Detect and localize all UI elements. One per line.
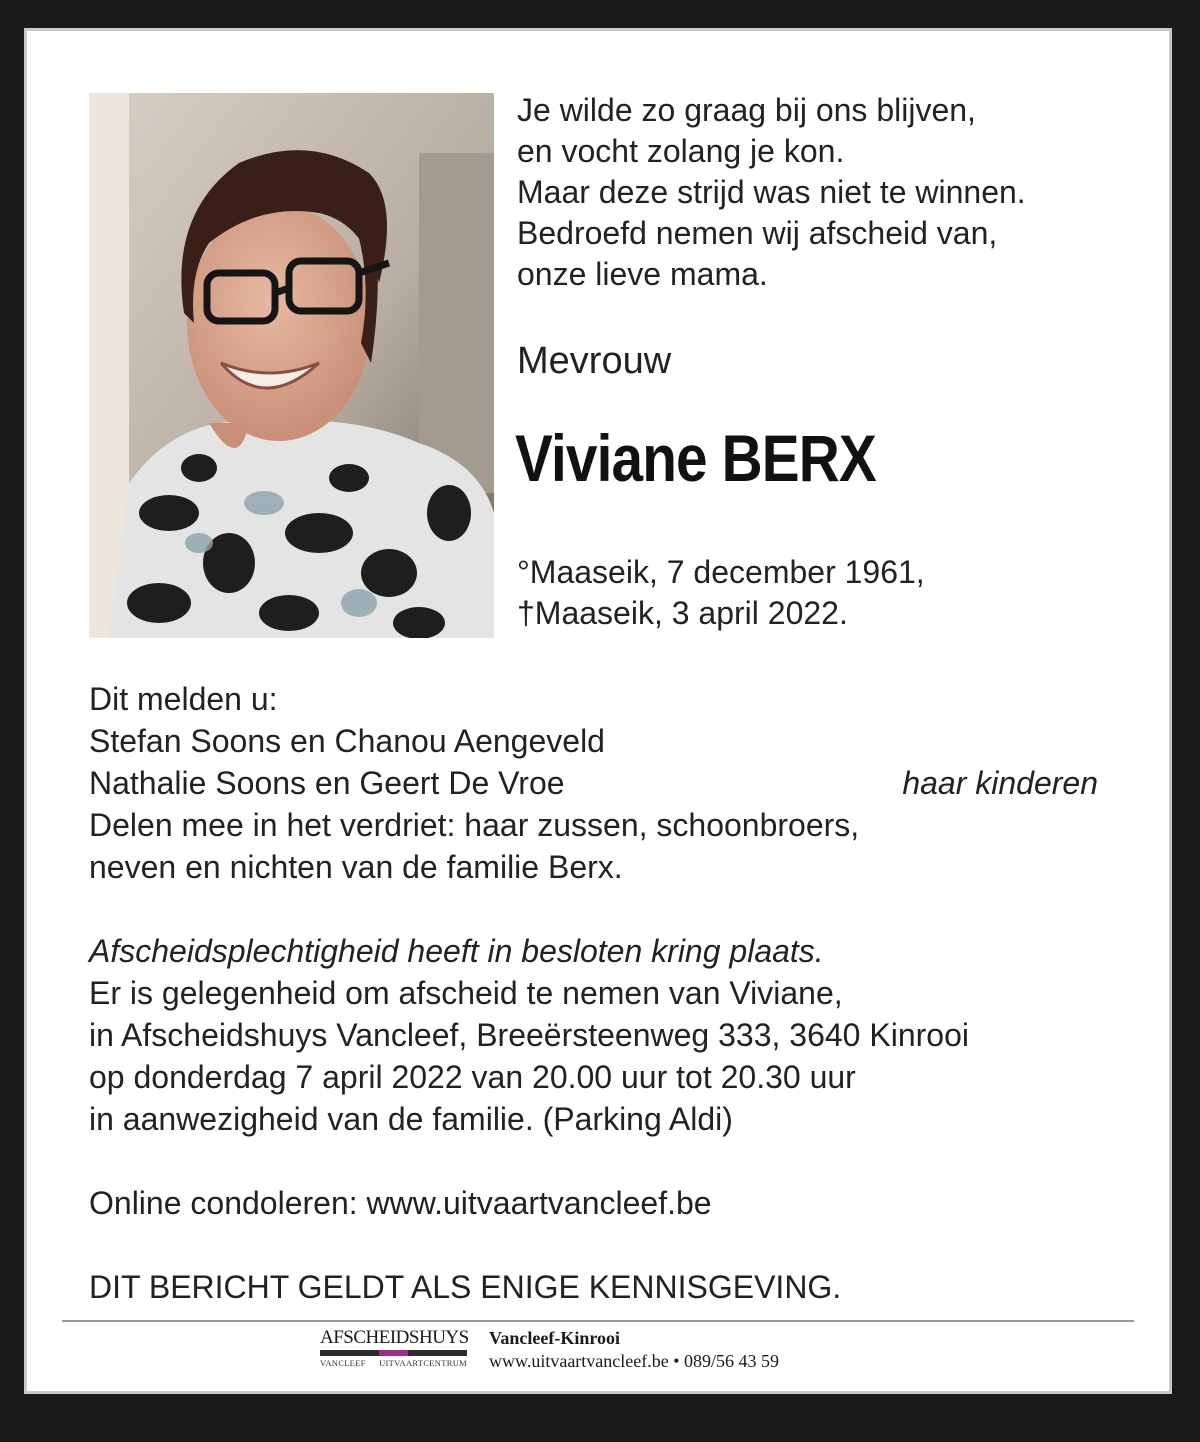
poem-line: Bedroefd nemen wij afscheid van, — [517, 215, 998, 251]
poem — [517, 90, 1026, 295]
logo-left-text: VANCLEEF — [320, 1358, 366, 1368]
ceremony-line: Er is gelegenheid om afscheid te nemen van Viviane, — [89, 975, 843, 1011]
funeral-home-logo — [320, 1327, 467, 1368]
logo-wordmark: AFSCHEIDSHUYS — [320, 1327, 469, 1348]
birth-date: °Maaseik, 7 december 1961, — [517, 554, 925, 590]
ceremony-line: op donderdag 7 april 2022 van 20.00 uur tot 20.30 uur — [89, 1059, 856, 1095]
official-notice: DIT BERICHT GELDT ALS ENIGE KENNISGEVING. — [89, 1269, 842, 1305]
company-contact: www.uitvaartvancleef.be • 089/56 43 59 — [489, 1351, 780, 1371]
child-line-with-relation — [89, 762, 1119, 804]
ceremony-line: in Afscheidshuys Vancleef, Breeërsteenweg 333, 3640 Kinrooi — [89, 1017, 969, 1053]
poem-line: Je wilde zo graag bij ons blijven, — [517, 92, 976, 128]
announcement-body — [89, 678, 1119, 1308]
logo-color-bar — [320, 1350, 467, 1356]
share-line: Delen mee in het verdriet: haar zussen, schoonbroers, — [89, 807, 860, 843]
portrait-photo — [89, 93, 494, 638]
company-name: Vancleef-Kinrooi — [489, 1328, 620, 1348]
relation-label: haar kinderen — [902, 765, 1098, 801]
poem-line: en vocht zolang je kon. — [517, 133, 845, 169]
ceremony-notice: Afscheidsplechtigheid heeft in besloten kring plaats. — [89, 933, 824, 969]
logo-subtitle — [320, 1358, 467, 1368]
deceased-name: Viviane BERX — [515, 421, 876, 495]
funeral-home-info — [489, 1327, 779, 1373]
death-date: †Maaseik, 3 april 2022. — [517, 595, 848, 631]
footer-divider — [62, 1320, 1134, 1322]
share-line: neven en nichten van de familie Berx. — [89, 849, 623, 885]
logo-right-text: UITVAARTCENTRUM — [379, 1358, 467, 1368]
online-condolence: Online condoleren: www.uitvaartvancleef.be — [89, 1185, 712, 1221]
portrait-image — [89, 93, 494, 638]
poem-line: onze lieve mama. — [517, 256, 768, 292]
announcement-intro: Dit melden u: — [89, 681, 278, 717]
life-dates — [517, 552, 925, 634]
poem-line: Maar deze strijd was niet te winnen. — [517, 174, 1026, 210]
child-name: Nathalie Soons en Geert De Vroe — [89, 765, 565, 801]
salutation: Mevrouw — [517, 340, 672, 382]
child-line: Stefan Soons en Chanou Aengeveld — [89, 723, 605, 759]
ceremony-line: in aanwezigheid van de familie. (Parking Aldi) — [89, 1101, 733, 1137]
